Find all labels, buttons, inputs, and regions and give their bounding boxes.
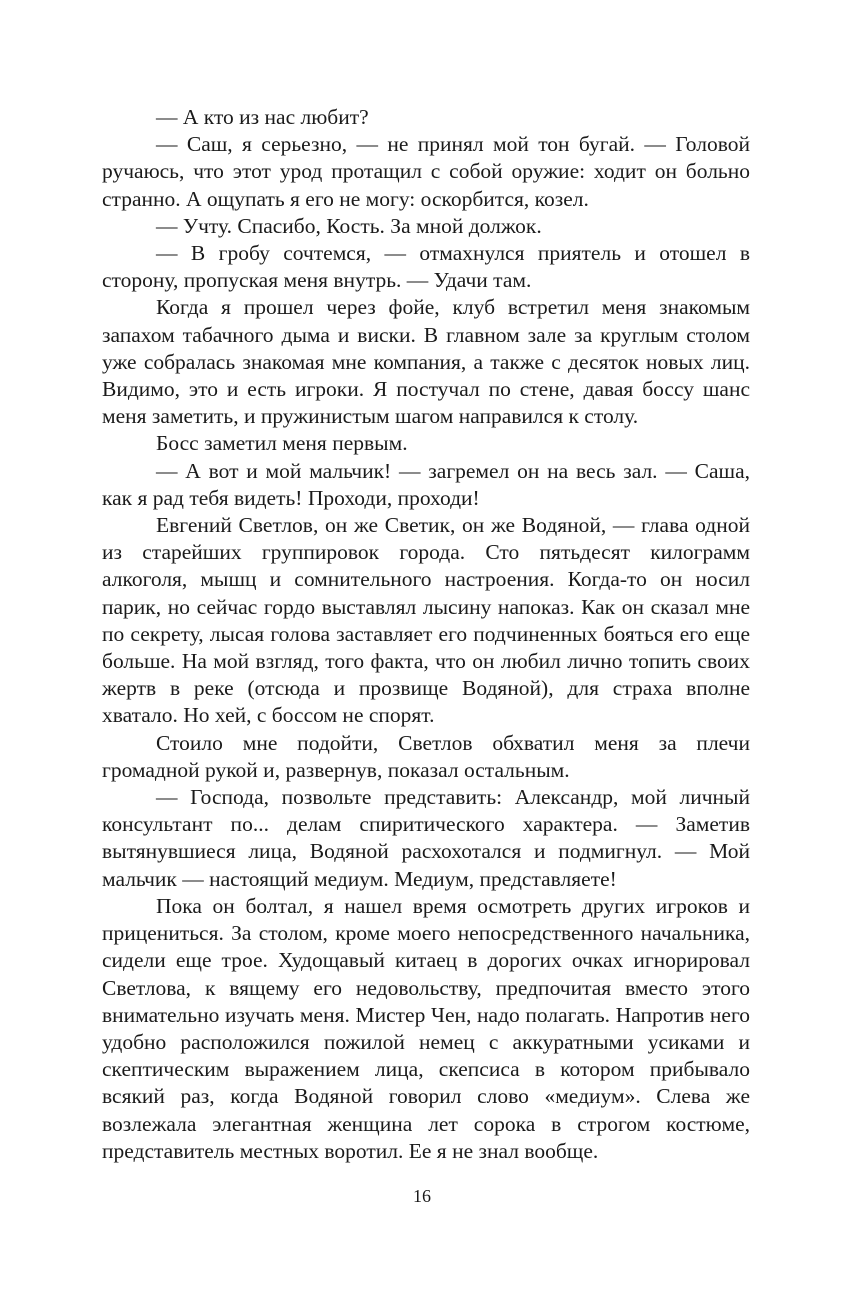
paragraph: — Учту. Спасибо, Кость. За мной должок. xyxy=(156,213,542,238)
paragraph: — А кто из нас любит? xyxy=(156,105,369,129)
paragraph: Босс заметил меня первым. xyxy=(156,431,408,456)
paragraph: Когда я прошел через фойе, клуб встретил меня знакомым запахом табачного дыма и виски. В главном зале за круглым столом уже собралась знакомая мне компания, а также с десяток новых лиц. Видимо, это и есть игроки. Я постучал по стене, давая боссу шанс меня заметить, и пружинистым шагом направился к столу. xyxy=(102,295,750,429)
paragraph: — А вот и мой мальчик! — загремел он на весь зал. — Саша, как я рад тебя видеть! Проходи, проходи! xyxy=(102,458,750,510)
body-text xyxy=(102,104,750,1165)
paragraph: Пока он болтал, я нашел время осмотреть других игроков и прицениться. За столом, кроме моего непосредственного начальника, сидели еще трое. Худощавый китаец в дорогих очках игнорировал Светлова, к вящему его недовольству, предпочитая вместо этого внимательно изучать меня. Мистер Чен, надо полагать. Напротив него удобно расположился пожилой немец с аккуратными усиками и скептическим выражением лица, скепсиса в котором прибывало всякий раз, когда Водяной говорил слово «медиум». Слева же возлежала элегантная женщина лет сорока в строгом костюме, представитель местных воротил. Ее я не знал вообще. xyxy=(102,893,750,1163)
paragraph: — Саш, я серьезно, — не принял мой тон бугай. — Головой ручаюсь, что этот урод протащил с собой оружие: ходит он больно странно. А ощупать я его не могу: оскорбится, козел. xyxy=(102,132,750,211)
paragraph: — Господа, позвольте представить: Александр, мой личный консультант по... делам спиритического характера. — Заметив вытянувшиеся лица, Водяной расхохотался и подмигнул. — Мой мальчик — настоящий медиум. Медиум, представляете! xyxy=(102,785,750,891)
page-number: 16 xyxy=(413,1186,431,1206)
paragraph: Стоило мне подойти, Светлов обхватил меня за плечи громадной рукой и, развернув, показал остальным. xyxy=(102,730,750,782)
paragraph: — В гробу сочтемся, — отмахнулся приятель и отошел в сторону, пропуская меня внутрь. — Удачи там. xyxy=(102,241,750,293)
paragraph: Евгений Светлов, он же Светик, он же Водяной, — глава одной из старейших группировок города. Сто пятьдесят килограмм алкоголя, мышц и сомнительного настроения. Когда-то он носил парик, но сейчас гордо выставлял лысину напоказ. Как он сказал мне по секрету, лысая голова заставляет его подчиненных бояться его еще больше. На мой взгляд, того факта, что он любил лично топить своих жертв в реке (отсюда и прозвище Водяной), для страха вполне хватало. Но хей, с боссом не спорят. xyxy=(102,513,750,728)
